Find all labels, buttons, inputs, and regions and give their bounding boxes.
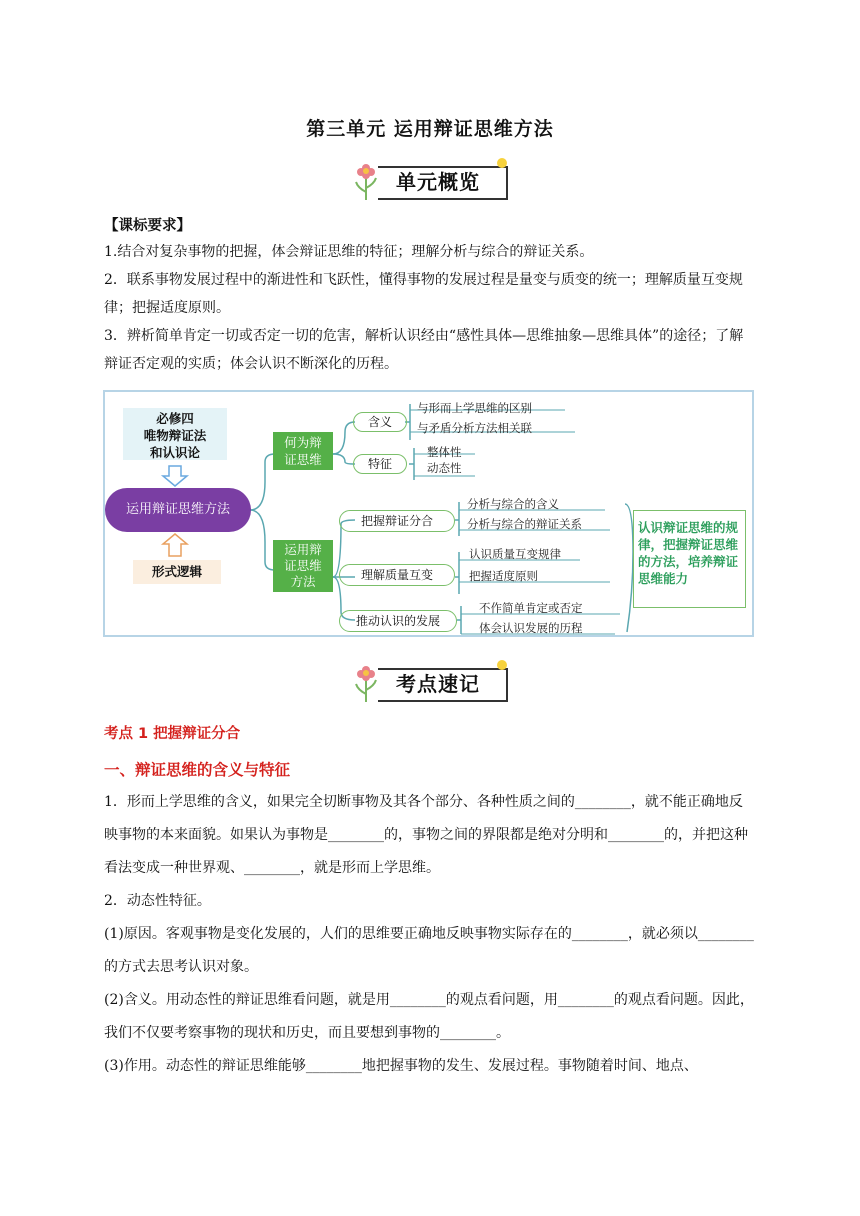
branch-node-1: 何为辩 证思维	[273, 432, 333, 470]
leaf-node: 与形而上学思维的区别	[417, 401, 532, 415]
points-banner-text: 考点速记	[396, 672, 480, 696]
source-node: 必修四 唯物辩证法 和认识论	[123, 408, 227, 460]
leaf-node: 分析与综合的含义	[467, 497, 559, 511]
leaf-node: 认识质量互变规律	[469, 547, 561, 561]
center-node: 运用辩证思维方法	[105, 488, 251, 532]
mind-map	[103, 390, 754, 637]
body-paragraph: 1．形而上学思维的含义，如果完全切断事物及其各个部分、各种性质之间的________，就不能正确地反映事物的本来面貌。如果认为事物是________的，事物之间的界限都是绝对分明和________的，并把这种看法变成一种世界观、________，就是形而上学思维。	[104, 794, 748, 876]
requirements-heading: 【课标要求】	[104, 218, 191, 234]
overview-banner-text: 单元概览	[396, 170, 480, 194]
summary-node: 认识辩证思维的规律，把握辩证思维的方法，培养辩证思维能力	[633, 510, 746, 608]
topic-node: 含义	[353, 412, 407, 432]
sun-icon	[495, 658, 509, 672]
logic-node: 形式逻辑	[133, 560, 221, 584]
topic-node: 理解质量互变	[339, 564, 455, 586]
body-text	[104, 786, 756, 1083]
leaf-node: 与矛盾分析方法相关联	[417, 421, 532, 435]
body-paragraph: (2)含义。用动态性的辩证思维看问题，就是用________的观点看问题，用________的观点看问题。因此，我们不仅要考察事物的现状和历史，而且要想到事物的________。	[104, 992, 754, 1041]
leaf-node: 把握适度原则	[469, 569, 538, 583]
topic-node: 把握辩证分合	[339, 510, 455, 532]
body-paragraph: (1)原因。客观事物是变化发展的，人们的思维要正确地反映事物实际存在的________，就必须以________的方式去思考认识对象。	[104, 926, 754, 975]
topic-node: 推动认识的发展	[339, 610, 457, 632]
sun-icon	[495, 156, 509, 170]
leaf-node: 动态性	[427, 461, 462, 475]
page-title: 第三单元 运用辩证思维方法	[306, 118, 554, 140]
points-banner	[352, 660, 512, 704]
topic-node: 特征	[353, 454, 407, 474]
requirement-item: 1.结合对复杂事物的把握，体会辩证思维的特征；理解分析与综合的辩证关系。	[104, 244, 594, 260]
leaf-node: 不作简单肯定或否定	[479, 601, 583, 615]
branch-node-2: 运用辩 证思维 方法	[273, 540, 333, 592]
overview-banner	[352, 158, 512, 202]
leaf-node: 整体性	[427, 445, 462, 459]
section-heading: 一、辩证思维的含义与特征	[104, 761, 291, 779]
kaodian-heading: 考点 1 把握辩证分合	[104, 726, 241, 742]
leaf-node: 分析与综合的辩证关系	[467, 517, 582, 531]
leaf-node: 体会认识发展的历程	[479, 621, 583, 635]
requirement-item: 3．辨析简单肯定一切或否定一切的危害，解析认识经由“感性具体—思维抽象—思维具体”的途径；了解辩证否定观的实质；体会认识不断深化的历程。	[104, 328, 744, 372]
body-paragraph: (3)作用。动态性的辩证思维能够________地把握事物的发生、发展过程。事物随着时间、地点、	[104, 1058, 698, 1074]
requirement-item: 2．联系事物发展过程中的渐进性和飞跃性，懂得事物的发展过程是量变与质变的统一；理解质量互变规律；把握适度原则。	[104, 272, 743, 316]
body-paragraph: 2．动态性特征。	[104, 893, 211, 909]
requirements-list	[104, 238, 756, 378]
